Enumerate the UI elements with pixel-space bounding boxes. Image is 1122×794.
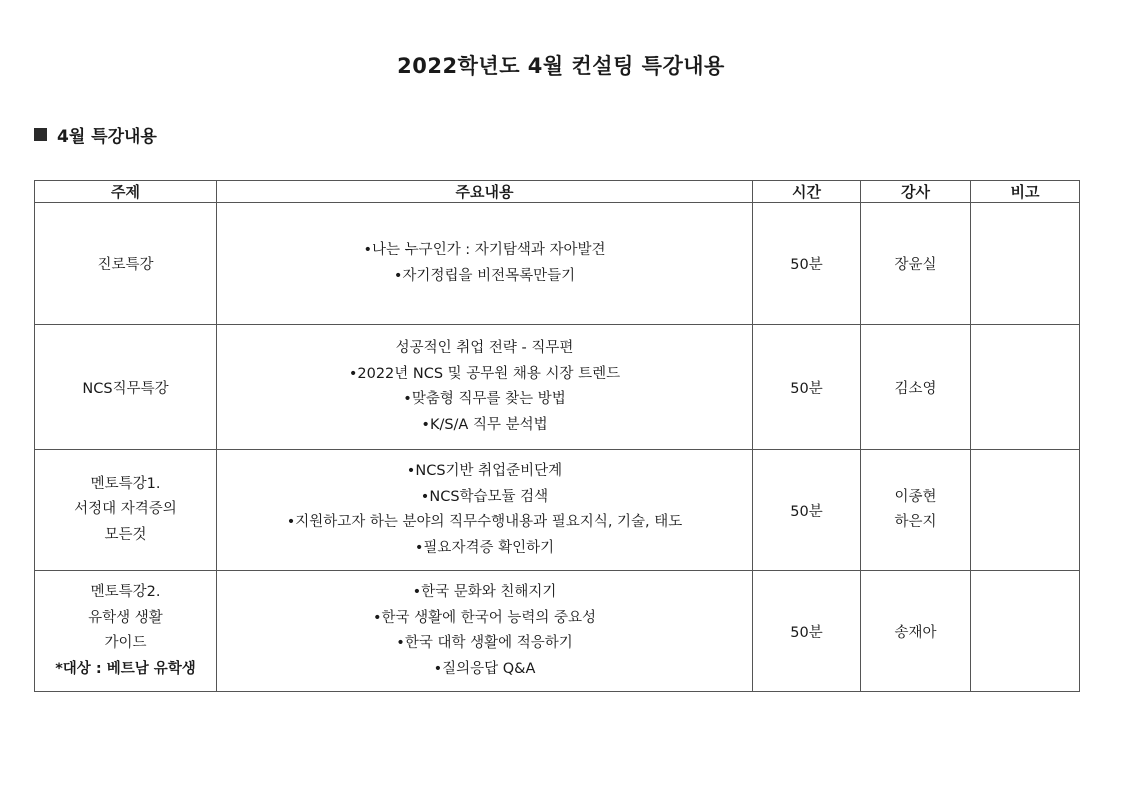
content-line: 성공적인 취업 전략 - 직무편: [395, 340, 574, 356]
instructor-name: 이종현: [894, 488, 937, 505]
instructor-name: 김소영: [894, 380, 937, 397]
topic-line: 진로특강: [97, 257, 154, 273]
content-line: •K/S/A 직무 분석법: [421, 416, 548, 433]
time-cell: 50분: [753, 450, 861, 571]
instructor-cell: [861, 325, 971, 450]
note-cell: [971, 325, 1080, 450]
instructor-name: 장윤실: [894, 257, 937, 273]
content-line: •질의응답 Q&A: [433, 660, 536, 677]
topic-line: 멘토특강1.: [90, 475, 161, 492]
content-line: •한국 대학 생활에 적응하기: [396, 635, 573, 651]
header-content: 주요내용: [217, 181, 753, 203]
lecture-schedule-table: [34, 180, 1080, 692]
content-line: •NCS기반 취업준비단계: [406, 463, 563, 479]
time-cell: 50분: [753, 571, 861, 692]
table-row: [35, 571, 1080, 692]
table-row: [35, 325, 1080, 450]
section-heading-label: 4월 특강내용: [57, 127, 157, 147]
instructor-cell: [861, 450, 971, 571]
content-line: •2022년 NCS 및 공무원 채용 시장 트렌드: [348, 365, 621, 382]
time-cell: 50분: [753, 203, 861, 325]
time-cell: 50분: [753, 325, 861, 450]
content-line: •NCS학습모듈 검색: [420, 488, 549, 505]
topic-line: 모든것: [104, 526, 147, 543]
table-row: [35, 450, 1080, 571]
content-line: •필요자격증 확인하기: [414, 539, 555, 556]
topic-cell: [35, 203, 217, 325]
topic-line: 유학생 생활: [88, 609, 163, 626]
topic-cell: [35, 325, 217, 450]
topic-line: 가이드: [104, 635, 147, 651]
instructor-name: 송재아: [894, 624, 937, 641]
square-bullet-icon: [34, 128, 47, 141]
header-topic: 주제: [35, 181, 217, 203]
topic-cell: [35, 450, 217, 571]
instructor-cell: [861, 571, 971, 692]
content-line: •한국 문화와 친해지기: [412, 584, 557, 600]
topic-target-audience: *대상 : 베트남 유학생: [55, 660, 196, 677]
header-time: 시간: [753, 181, 861, 203]
content-cell: [217, 450, 753, 571]
table-header-row: [35, 181, 1080, 203]
content-cell: [217, 571, 753, 692]
document-title: 2022학년도 4월 컨설팅 특강내용: [397, 54, 725, 78]
section-heading: [34, 122, 157, 147]
content-line: •지원하고자 하는 분야의 직무수행내용과 필요지식, 기술, 태도: [286, 514, 683, 530]
content-line: •맞춤형 직무를 찾는 방법: [403, 391, 566, 407]
topic-line: NCS직무특강: [82, 380, 169, 397]
content-cell: [217, 203, 753, 325]
topic-line: 서정대 자격증의: [74, 501, 177, 518]
topic-cell: [35, 571, 217, 692]
note-cell: [971, 571, 1080, 692]
note-cell: [971, 203, 1080, 325]
header-instructor: 강사: [861, 181, 971, 203]
instructor-cell: [861, 203, 971, 325]
content-line: •한국 생활에 한국어 능력의 중요성: [372, 609, 597, 626]
content-line: •자기정립을 비전목록만들기: [393, 267, 576, 284]
instructor-name: 하은지: [894, 514, 937, 530]
table-row: [35, 203, 1080, 325]
topic-line: 멘토특강2.: [90, 584, 161, 600]
header-note: 비고: [971, 181, 1080, 203]
content-line: •나는 누구인가 : 자기탐색과 자아발견: [363, 242, 606, 258]
content-cell: [217, 325, 753, 450]
note-cell: [971, 450, 1080, 571]
